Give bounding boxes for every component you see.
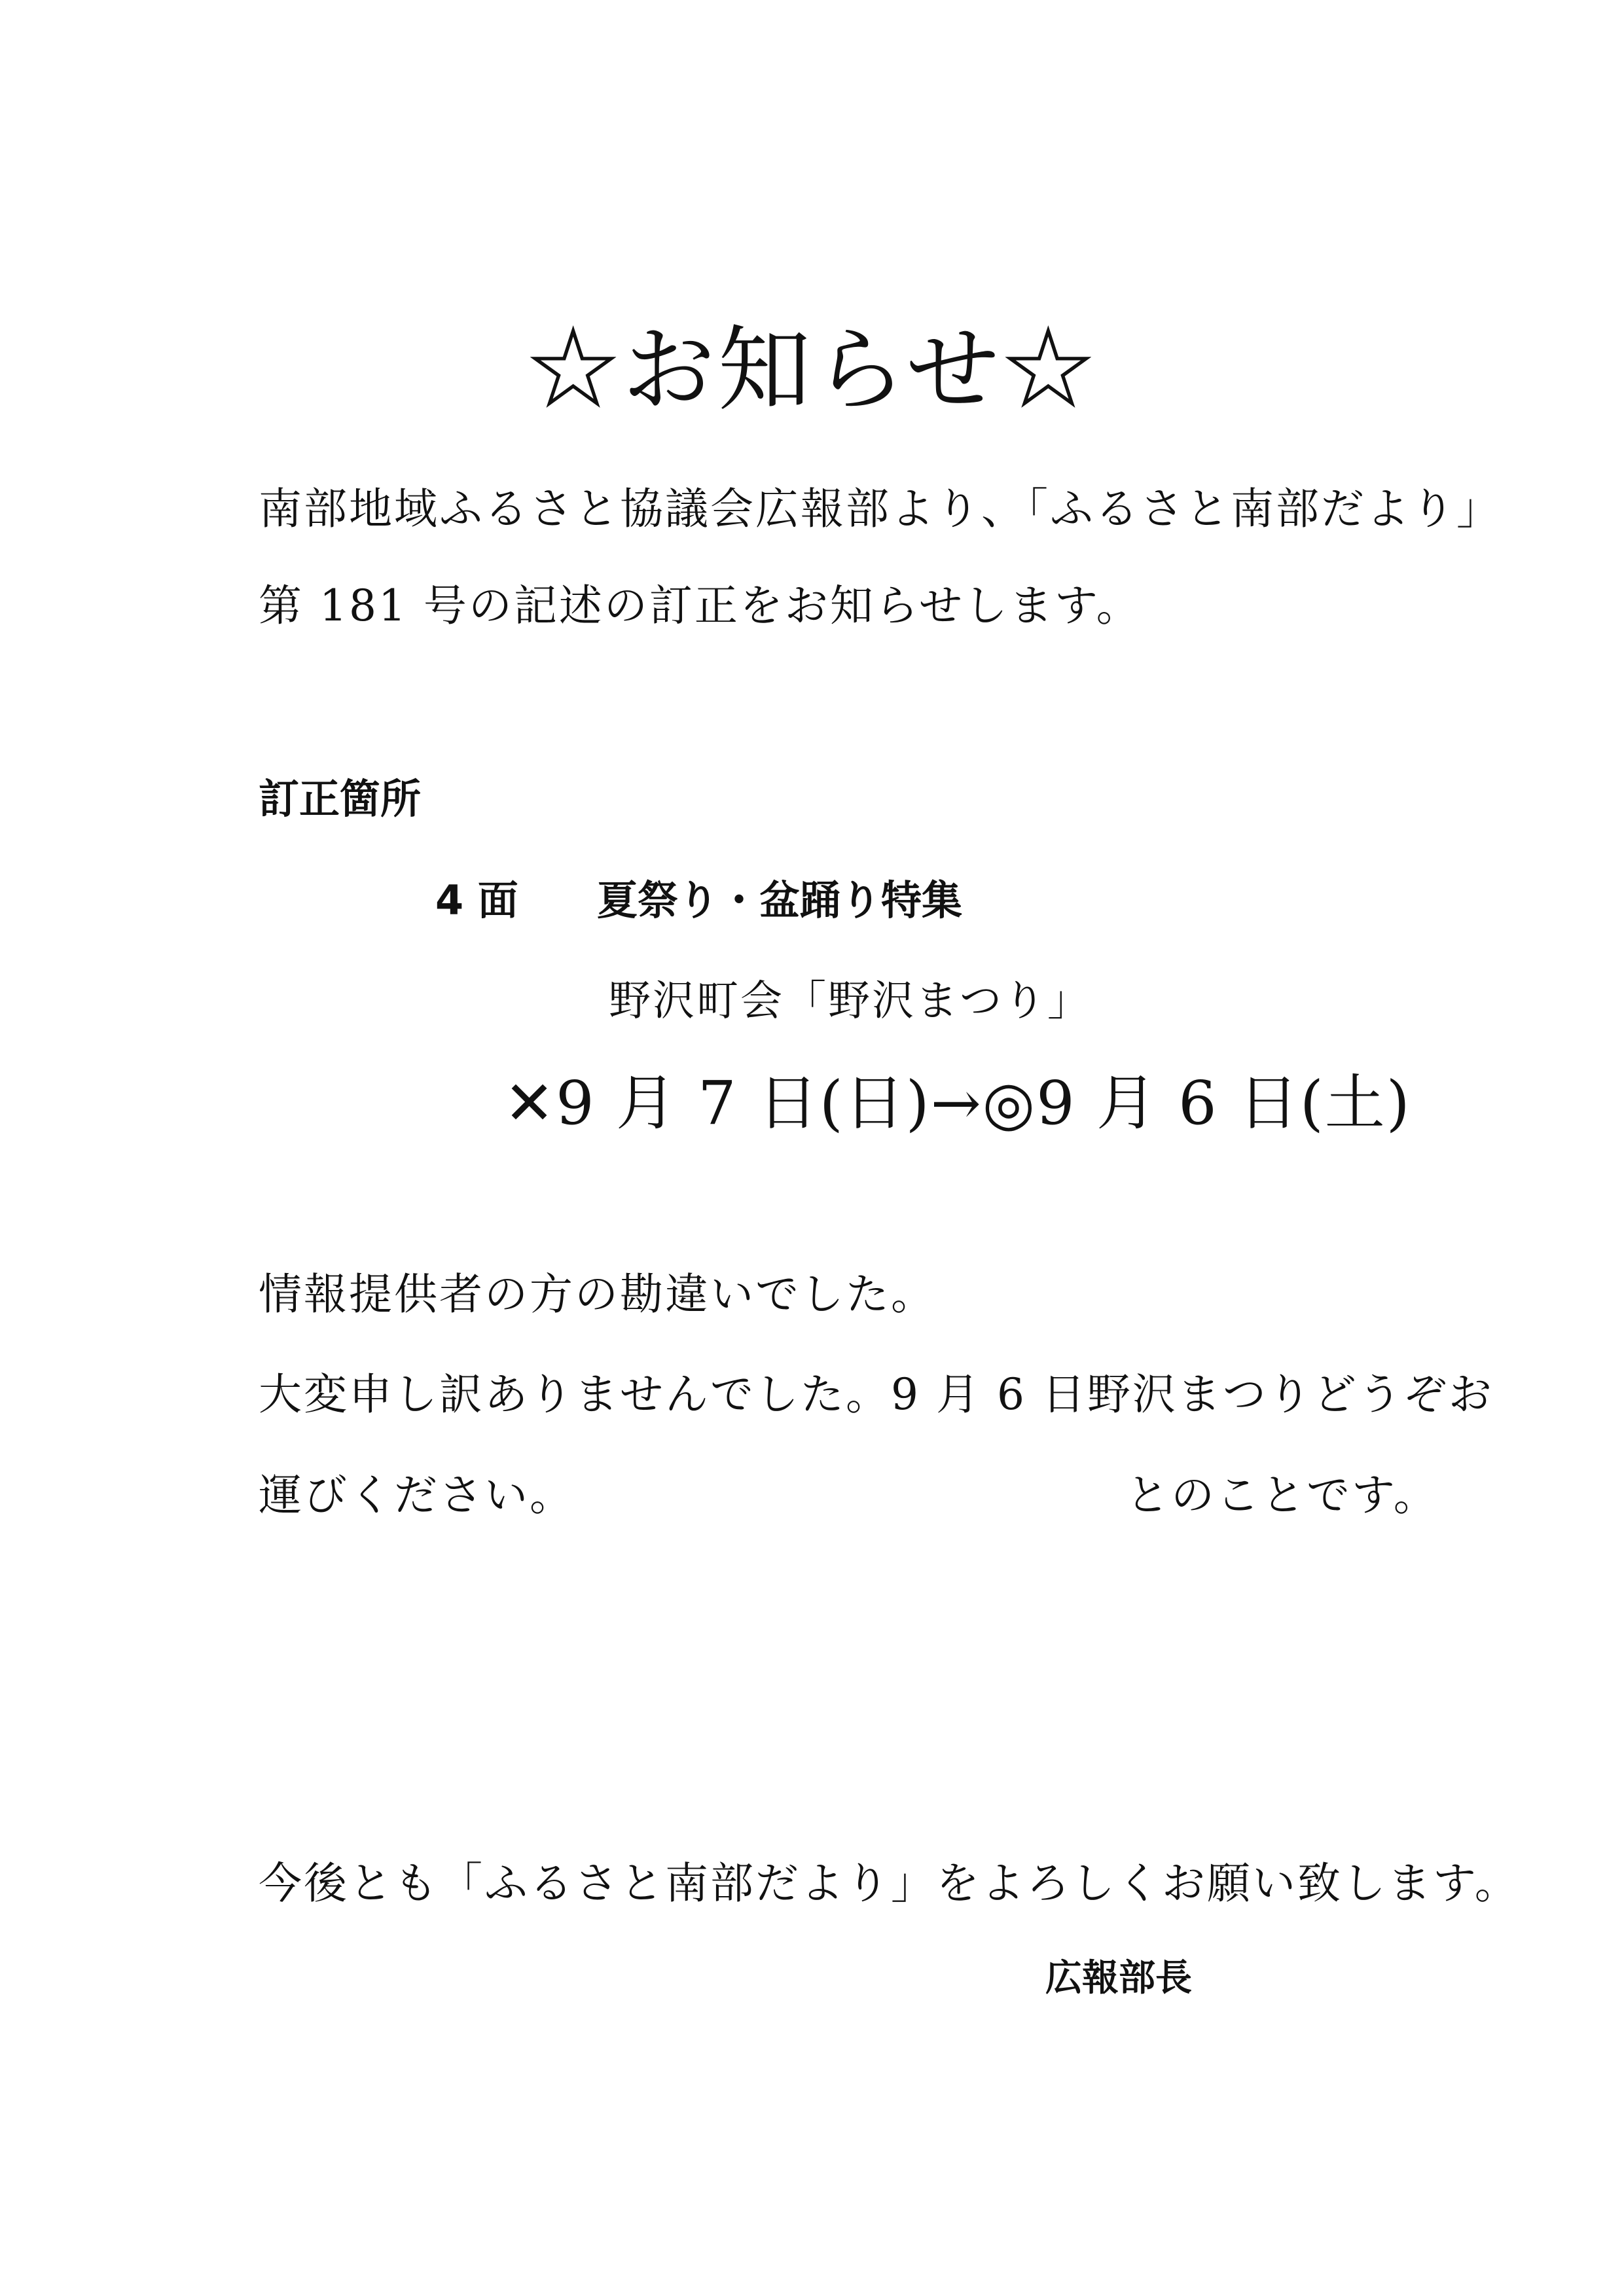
event-name: 野沢町会「野沢まつり」 xyxy=(609,977,1091,1026)
intro-line-2: 第 181 号の記述の訂正をお知らせします。 xyxy=(259,581,1142,631)
arrow-icon: → xyxy=(930,1068,983,1138)
notice-title: ☆お知らせ☆ xyxy=(526,316,1098,424)
feature-title: 夏祭り・盆踊り特集 xyxy=(597,876,963,924)
message-line-2: 大変申し訳ありませんでした。9 月 6 日野沢まつりどうぞお xyxy=(259,1369,1494,1420)
message-line-1: 情報提供者の方の勘違いでした。 xyxy=(259,1269,936,1319)
intro-line-1: 南部地域ふるさと協議会広報部より、「ふるさと南部だより」 xyxy=(259,484,1502,534)
message-line-3: 運びください。 xyxy=(259,1470,575,1520)
wrong-mark-icon: ✕ xyxy=(504,1068,556,1138)
closing-line: 今後とも「ふるさと南部だより」をよろしくお願い致します。 xyxy=(259,1858,1520,1909)
date-correction xyxy=(504,1068,1411,1138)
correct-date: 9 月 6 日(土) xyxy=(1036,1068,1411,1138)
signer: 広報部長 xyxy=(1045,1957,1192,2000)
correction-label: 訂正箇所 xyxy=(259,775,422,823)
wrong-date: 9 月 7 日(日) xyxy=(556,1068,931,1138)
correct-mark-icon: ◎ xyxy=(982,1068,1037,1138)
message-tail: とのことです。 xyxy=(1126,1470,1439,1520)
page-number: 4 面 xyxy=(435,876,518,924)
